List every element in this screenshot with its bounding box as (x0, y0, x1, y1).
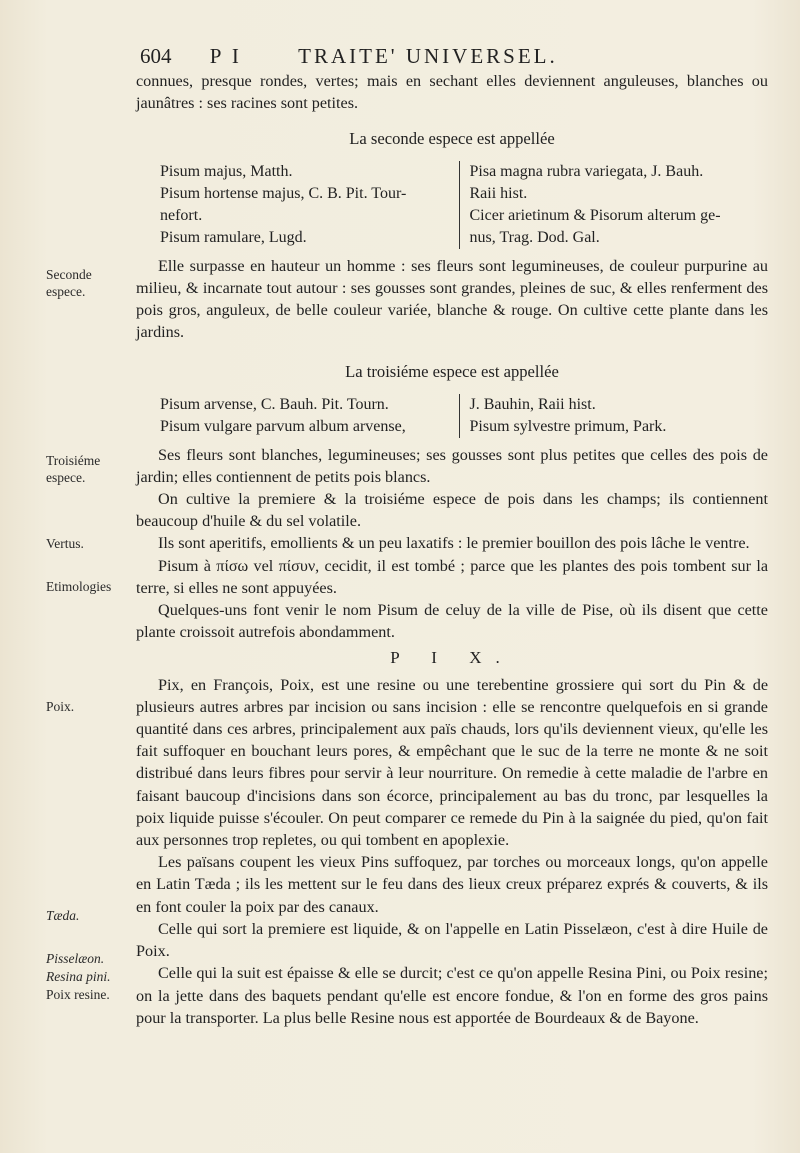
species2-synonyms-left (136, 161, 460, 249)
species3-description: Ses fleurs sont blanches, legumineuses; ses gousses sont plus petites que celles des pois de jardin; elles contiennent de petits pois blancs. (136, 445, 768, 486)
species2-caption: La seconde espece est appellée (349, 129, 555, 149)
species3-synonyms-right (460, 394, 769, 438)
synonym-line: nefort. (160, 206, 203, 224)
margin-note-taeda: Tæda. (46, 908, 80, 923)
synonym-line: nus, Trag. Dod. Gal. (469, 228, 600, 246)
header-title: TRAITE' UNIVERSEL. (298, 44, 558, 68)
species2-synonyms-right (460, 161, 769, 249)
synonym-line: Pisum arvense, C. Bauh. Pit. Tourn. (160, 395, 389, 413)
etymology-paragraph-1: Pisum à πίσω vel πίσυν, cecidit, il est tombé ; parce que les plantes des pois tombent sur la terre, si elles ne sont appuyées. (136, 556, 768, 597)
species3-synonyms-left (136, 394, 460, 438)
margin-note-vertus: Vertus. (46, 536, 84, 551)
running-header (140, 44, 660, 68)
margin-note-poix: Poix. (46, 699, 75, 714)
synonym-line: Raii hist. (469, 184, 528, 202)
species3-synonyms (136, 394, 768, 438)
margin-note-seconde: Seconde espece. (46, 267, 92, 299)
synonym-line: Pisum hortense majus, C. B. Pit. Tour- (160, 184, 407, 202)
synonym-line: Pisum ramulare, Lugd. (160, 228, 307, 246)
synonym-line: Cicer arietinum & Pisorum alterum ge- (469, 206, 721, 224)
synonym-line: Pisum vulgare parvum album arvense, (160, 417, 406, 435)
header-short-title: P I (209, 44, 242, 68)
pix-paragraph-1: Pix, en François, Poix, est une resine ou une terebentine grossiere qui sort du Pin & de plusieurs autres arbres par incision ou sans incision : elle se rencontre quelquefois en si grande quantité dans ces arbres, principalement aux païs chauds, lors qu'ils deviennent vieux, qu'elle les fait suffoquer en bouchant leurs pores, & empêchant que le suc de la terre ne monte & ne soit distribué dans leurs fibres pour servir à leur nourriture. On remedie à cette maladie de l'arbre en faisant baucoup d'incisions dans son écorce, principalement au bas du tronc, par lesquelles la poix liquide puisse s'écouler. On peut comparer ce remede du Pin à la saignée du pied, qu'on fait aux personnes trop repletes, ou qui tombent en apoplexie. (136, 675, 768, 850)
margin-note-poix-resine: Poix resine. (46, 987, 110, 1002)
vertus-paragraph: Ils sont aperitifs, emollients & un peu laxatifs : le premier bouillon des pois lâche le ventre. (158, 534, 750, 553)
synonym-line: Pisum sylvestre primum, Park. (469, 417, 667, 435)
page-number: 604 (140, 44, 172, 68)
margin-note-troisieme: Troisiéme espece. (46, 453, 101, 485)
pix-paragraph-4: Celle qui la suit est épaisse & elle se durcit; c'est ce qu'on appelle Resina Pini, ou Poix resine; on la jette dans des baquets pendant qu'elle est encore fondue, & l'on en forme des gros pains pour la transporter. La plus belle Resine nous est apportée de Bourdeaux & de Bayone. (136, 964, 768, 1027)
pix-heading: P I X. (390, 648, 514, 668)
culture-paragraph: On cultive la premiere & la troisiéme espece de pois dans les champs; ils contiennent beaucoup d'huile & du sel volatile. (136, 490, 768, 531)
margin-note-pisselaeon: Pisselæon. (46, 951, 105, 966)
etymology-paragraph-2: Quelques-uns font venir le nom Pisum de celuy de la ville de Pise, où ils disent que cette plante croissoit autrefois abondamment. (136, 601, 768, 642)
margin-notes (0, 0, 130, 1153)
synonym-line: J. Bauhin, Raii hist. (469, 395, 596, 413)
species2-synonyms (136, 161, 768, 249)
species3-caption: La troisiéme espece est appellée (345, 362, 559, 382)
margin-note-resina-pini: Resina pini. (46, 969, 111, 984)
pix-paragraph-3: Celle qui sort la premiere est liquide, & on l'appelle en Latin Pisselæon, c'est à dire Huile de Poix. (136, 919, 768, 961)
synonym-line: Pisa magna rubra variegata, J. Bauh. (469, 162, 704, 180)
synonym-line: Pisum majus, Matth. (160, 162, 293, 180)
species2-description: Elle surpasse en hauteur un homme : ses fleurs sont legumineuses, de couleur purpurine au milieu, & incarnate tout autour : ses gousses sont grandes, pleines de suc, & elles renferment des pois gros, anguleux, de belle couleur variée, blanche & rouge. On cultive cette plante dans les jardins. (136, 256, 768, 342)
margin-note-etymologies: Etimologies (46, 579, 112, 594)
pix-paragraph-2: Les païsans coupent les vieux Pins suffoquez, par torches ou morceaux longs, qu'on appelle en Latin Tæda ; ils les mettent sur le feu dans des lieux creux préparez exprés & couverts, & ils en font couler la poix par des canaux. (136, 853, 768, 916)
main-text (136, 70, 768, 1029)
intro-paragraph: connues, presque rondes, vertes; mais en sechant elles deviennent anguleuses, blanches ou jaunâtres : ses racines sont petites. (136, 72, 768, 113)
